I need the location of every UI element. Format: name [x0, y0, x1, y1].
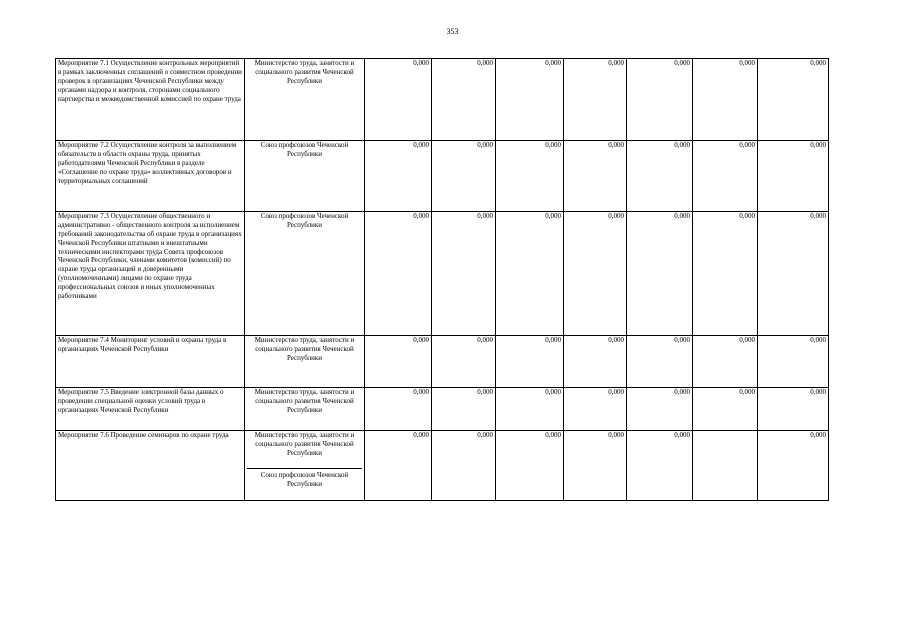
event-cell: Мероприятие 7.6 Проведение семинаров по охране труда	[56, 431, 245, 501]
value-cell: 0,000	[432, 212, 496, 336]
value-cell: 0,000	[365, 431, 432, 501]
executor-cell	[245, 431, 365, 501]
value-cell: 0,000	[564, 212, 627, 336]
value-cell: 0,000	[693, 388, 758, 431]
value-cell: 0,000	[627, 336, 693, 388]
value-cell: 0,000	[627, 141, 693, 212]
value-cell	[693, 431, 758, 501]
executor-cell	[245, 212, 365, 336]
value-cell: 0,000	[758, 59, 829, 141]
page-number: 353	[446, 27, 459, 36]
value-cell: 0,000	[432, 141, 496, 212]
value-cell: 0,000	[627, 431, 693, 501]
executor-cell	[245, 388, 365, 431]
table-row	[56, 336, 829, 388]
table-row	[56, 212, 829, 336]
value-cell: 0,000	[693, 336, 758, 388]
value-cell: 0,000	[758, 212, 829, 336]
executor-name: Союз профсоюзов Чеченской Республики	[247, 468, 362, 489]
value-cell: 0,000	[365, 212, 432, 336]
table-row	[56, 59, 829, 141]
value-cell: 0,000	[365, 336, 432, 388]
value-cell: 0,000	[693, 59, 758, 141]
value-cell: 0,000	[564, 141, 627, 212]
value-cell: 0,000	[496, 141, 564, 212]
executor-name: Союз профсоюзов Чеченской Республики	[260, 141, 349, 158]
value-cell: 0,000	[693, 141, 758, 212]
value-cell: 0,000	[564, 388, 627, 431]
table-row	[56, 141, 829, 212]
value-cell: 0,000	[432, 388, 496, 431]
value-cell: 0,000	[564, 59, 627, 141]
executor-cell	[245, 59, 365, 141]
executor-name: Министерство труда, занятости и социального развития Чеченской Республики	[254, 59, 355, 85]
value-cell: 0,000	[564, 336, 627, 388]
value-cell: 0,000	[496, 336, 564, 388]
value-cell: 0,000	[365, 388, 432, 431]
value-cell: 0,000	[758, 336, 829, 388]
value-cell: 0,000	[627, 212, 693, 336]
event-cell: Мероприятие 7.2 Осуществление контроля за выполнением обязательств в области охраны труда, принятых работодателями Чеченской Республики в разделе «Соглашение по охране труда» коллективных договоров и территориальных соглашений	[56, 141, 245, 212]
value-cell: 0,000	[496, 212, 564, 336]
value-cell: 0,000	[432, 59, 496, 141]
executor-name: Министерство труда, занятости и социального развития Чеченской Республики	[254, 431, 355, 457]
value-cell: 0,000	[432, 431, 496, 501]
value-cell: 0,000	[496, 431, 564, 501]
value-cell: 0,000	[758, 388, 829, 431]
value-cell: 0,000	[432, 336, 496, 388]
value-cell: 0,000	[564, 431, 627, 501]
value-cell: 0,000	[496, 388, 564, 431]
executor-name: Министерство труда, занятости и социального развития Чеченской Республики	[254, 336, 355, 362]
value-cell: 0,000	[758, 141, 829, 212]
value-cell: 0,000	[365, 141, 432, 212]
event-cell: Мероприятие 7.1 Осуществление контрольных мероприятий в рамках заключенных соглашений о совместном проведении проверок в организациях Чеченской Республики между органами надзора и контроля, сторонами социального партнерства и межведомственной комиссией по охране труда	[56, 59, 245, 141]
executor-cell	[245, 141, 365, 212]
program-events-table	[55, 58, 829, 501]
table-row	[56, 431, 829, 501]
value-cell: 0,000	[693, 212, 758, 336]
value-cell: 0,000	[365, 59, 432, 141]
value-cell: 0,000	[627, 388, 693, 431]
event-cell: Мероприятие 7.3 Осуществление общественного и административно - общественного контроля за исполнением требований законодательства об охране труда в организациях Чеченской Республики штатными и внештатными техническими инспекторами труда Совета профсоюзов Чеченской Республики, членами комитетов (комиссий) по охране труда организаций и доверенными (уполномоченными) лицами по охране труда профессиональных союзов и иных уполномоченных работниками	[56, 212, 245, 336]
executor-cell	[245, 336, 365, 388]
value-cell: 0,000	[496, 59, 564, 141]
value-cell: 0,000	[627, 59, 693, 141]
event-cell: Мероприятие 7.4 Мониторинг условий и охраны труда в организациях Чеченской Республики	[56, 336, 245, 388]
value-cell: 0,000	[758, 431, 829, 501]
event-cell: Мероприятие 7.5 Введение электронной базы данных о проведении специальной оценки условий труда в организациях Чеченской Республики	[56, 388, 245, 431]
executor-name: Союз профсоюзов Чеченской Республики	[260, 212, 349, 229]
executor-name: Министерство труда, занятости и социального развития Чеченской Республики	[254, 388, 355, 414]
table-row	[56, 388, 829, 431]
